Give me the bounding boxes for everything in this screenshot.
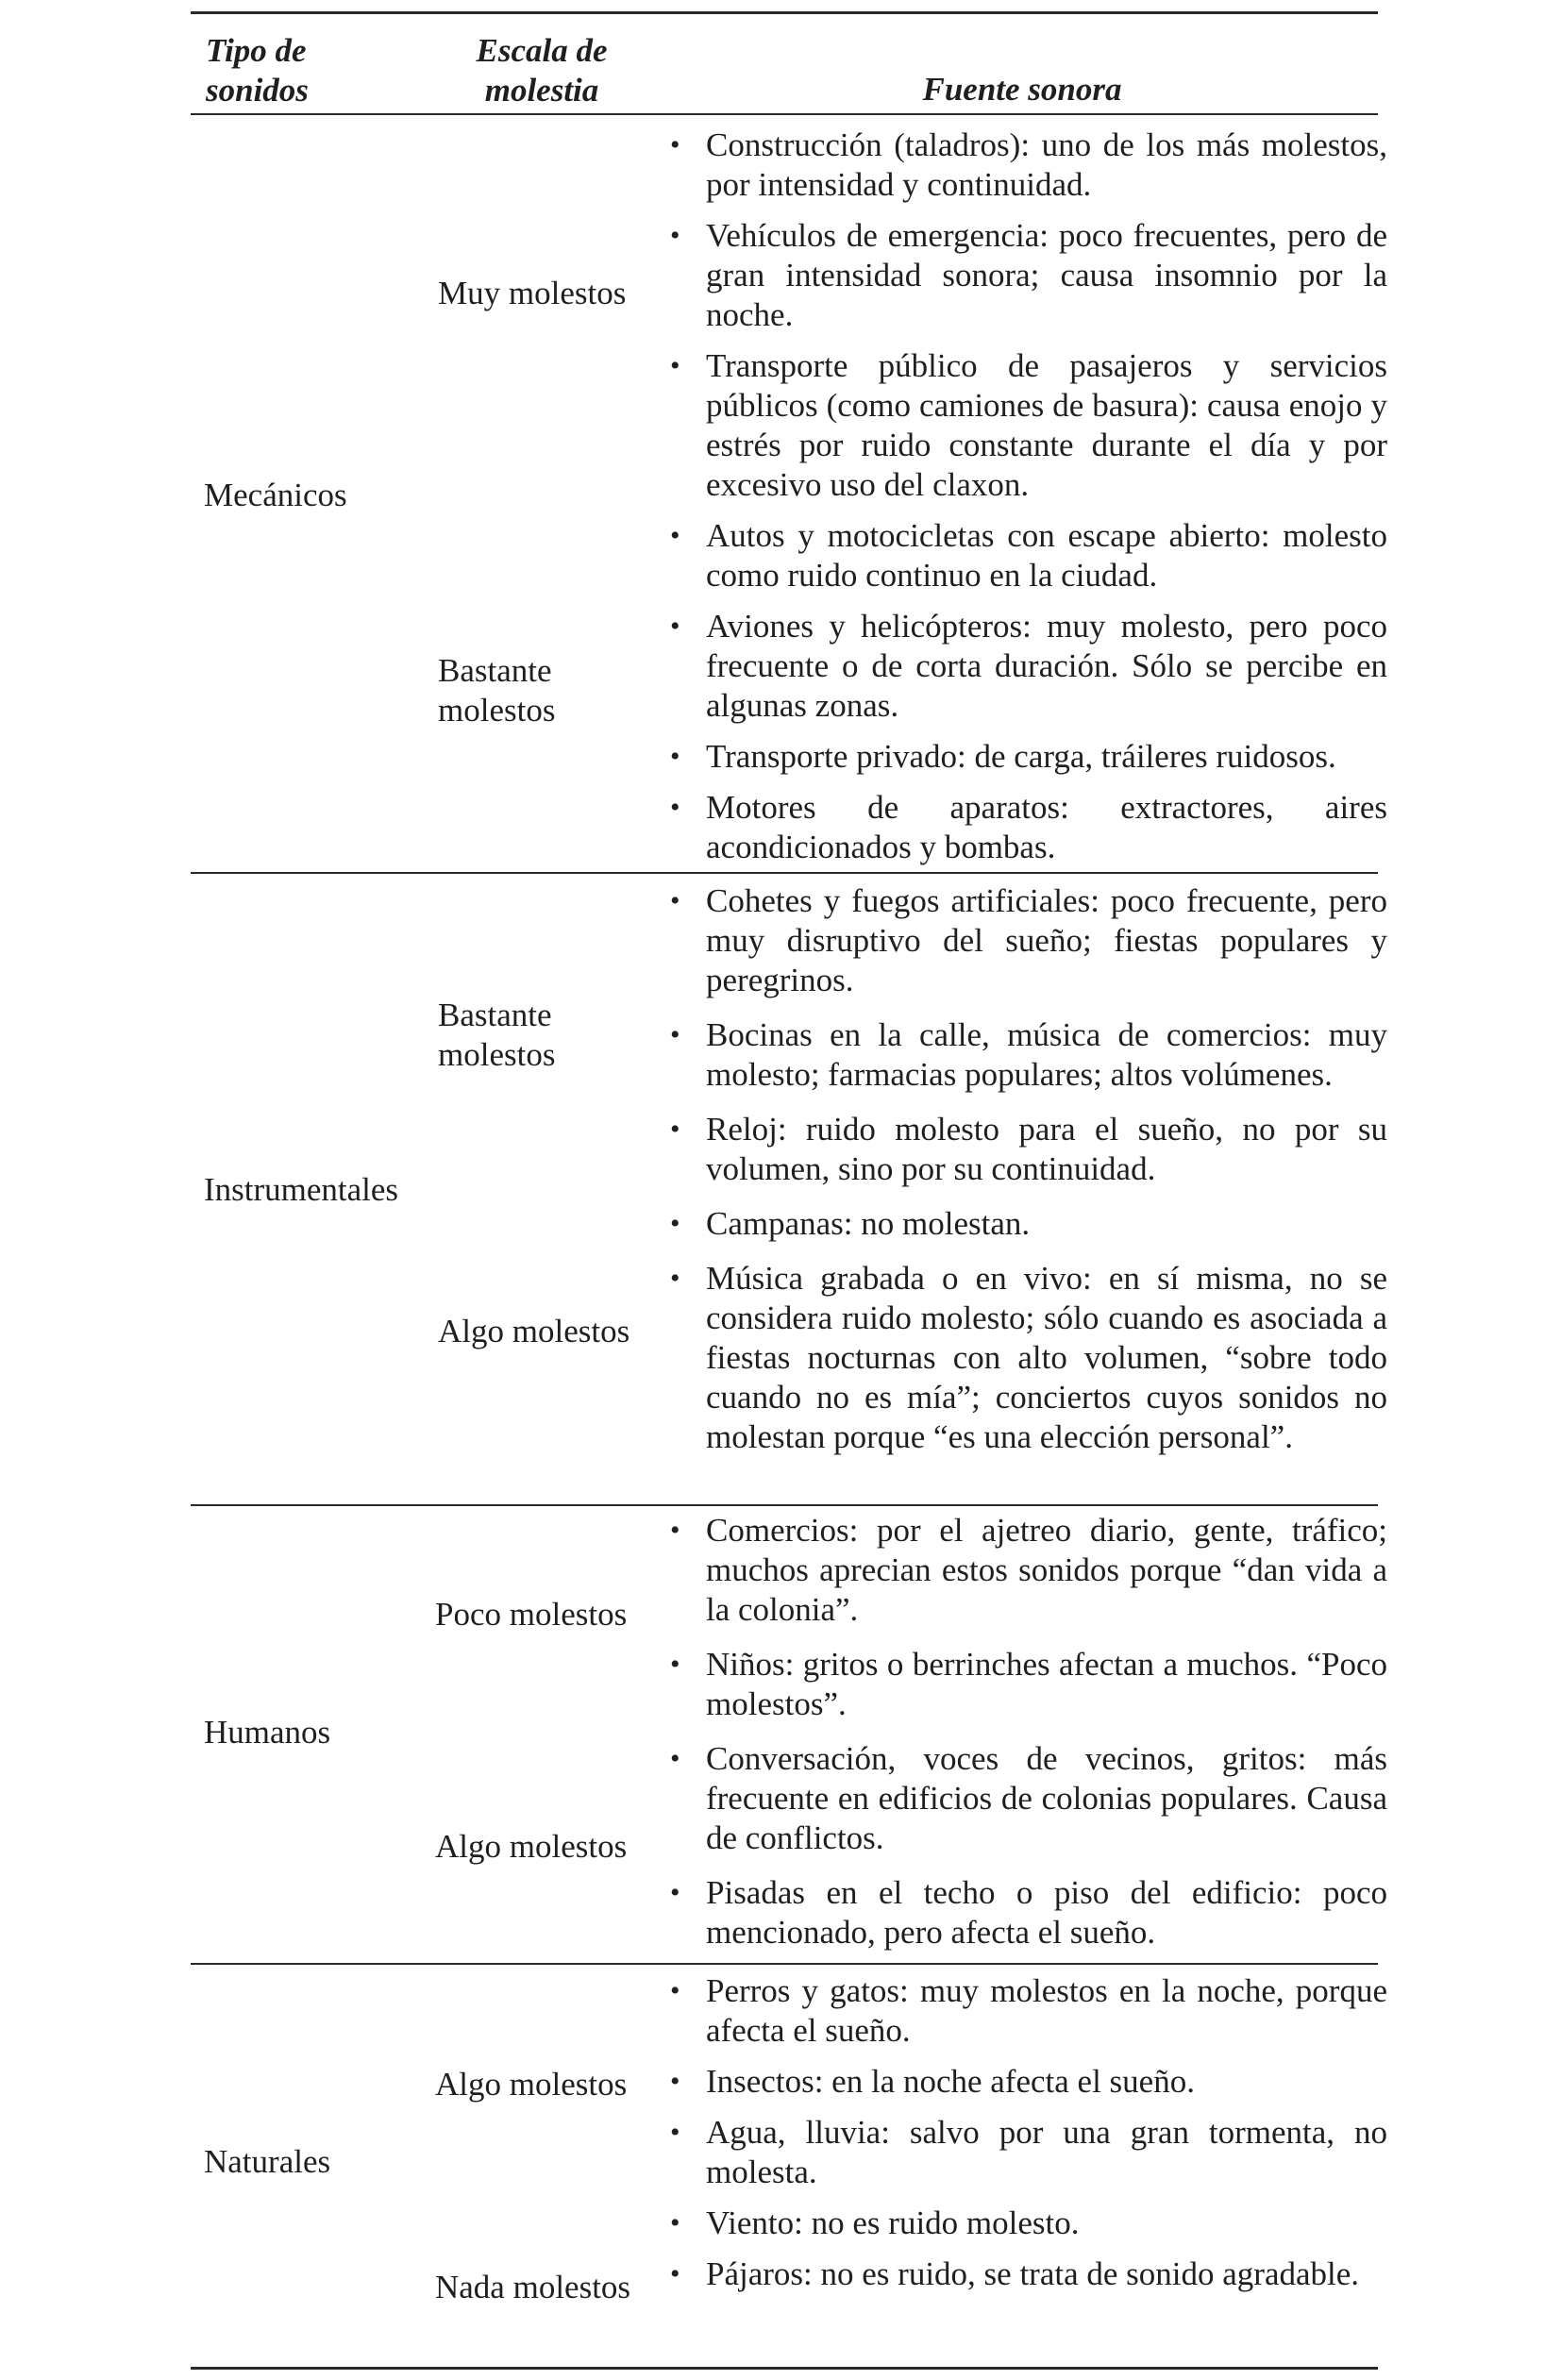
header-tipo: Tipo de sonidos xyxy=(206,32,309,109)
escala-poco-molestos: Poco molestos xyxy=(435,1596,628,1633)
header-rule xyxy=(191,113,1378,115)
list-item: • Pájaros: no es ruido, se trata de sonido agradable. xyxy=(661,2254,1387,2294)
list-item: • Insectos: en la noche afecta el sueño. xyxy=(661,2062,1387,2102)
list-item: • Construcción (taladros): uno de los más molestos, por intensidad y continuidad. xyxy=(661,126,1387,205)
list-item: • Campanas: no molestan. xyxy=(661,1204,1387,1244)
header-fuente: Fuente sonora xyxy=(922,71,1122,108)
list-item: • Agua, lluvia: salvo por una gran tormenta, no molesta. xyxy=(661,2113,1387,2192)
tipo-instrumentales: Instrumentales xyxy=(204,1171,399,1208)
top-rule xyxy=(191,11,1378,14)
list-item: • Cohetes y fuegos artificiales: poco frecuente, pero muy disruptivo del sueño; fiestas populares y peregrinos. xyxy=(661,881,1387,1000)
list-item: • Conversación, voces de vecinos, gritos: más frecuente en edificios de colonias populares. Causa de conflictos. xyxy=(661,1739,1387,1858)
escala-bastante-molestos: Bastante molestos xyxy=(438,997,556,1073)
tipo-naturales: Naturales xyxy=(204,2143,331,2180)
list-item: • Vehículos de emergencia: poco frecuentes, pero de gran intensidad sonora; causa insomnio por la noche. xyxy=(661,216,1387,335)
escala-nada-molestos: Nada molestos xyxy=(435,2269,631,2305)
escala-muy-molestos: Muy molestos xyxy=(438,275,627,311)
tipo-humanos: Humanos xyxy=(204,1714,331,1751)
fuente-list-naturales xyxy=(661,1971,1387,2305)
escala-algo-molestos: Algo molestos xyxy=(435,2066,628,2103)
fuente-list-humanos xyxy=(661,1511,1387,1968)
list-item: • Pisadas en el techo o piso del edificio: poco mencionado, pero afecta el sueño. xyxy=(661,1873,1387,1953)
list-item: • Viento: no es ruido molesto. xyxy=(661,2204,1387,2243)
escala-algo-molestos: Algo molestos xyxy=(435,1828,628,1865)
list-item: • Motores de aparatos: extractores, aires acondicionados y bombas. xyxy=(661,788,1387,867)
escala-algo-molestos: Algo molestos xyxy=(438,1313,630,1349)
list-item: • Autos y motocicletas con escape abierto: molesto como ruido continuo en la ciudad. xyxy=(661,516,1387,595)
list-item: • Perros y gatos: muy molestos en la noche, porque afecta el sueño. xyxy=(661,1971,1387,2051)
fuente-list-instrumentales xyxy=(661,881,1387,1472)
header-escala: Escala de molestia xyxy=(476,32,608,109)
list-item: • Música grabada o en vivo: en sí misma, no se considera ruido molesto; sólo cuando es asociada a fiestas nocturnas con alto volumen, “sobre todo cuando no es mía”; conciertos cuyos sonidos no molestan porque “es una elección personal”. xyxy=(661,1259,1387,1457)
escala-bastante-molestos: Bastante molestos xyxy=(438,652,556,729)
list-item: • Niños: gritos o berrinches afectan a muchos. “Poco molestos”. xyxy=(661,1645,1387,1724)
list-item: • Aviones y helicópteros: muy molesto, pero poco frecuente o de corta duración. Sólo se percibe en algunas zonas. xyxy=(661,607,1387,726)
list-item: • Bocinas en la calle, música de comercios: muy molesto; farmacias populares; altos volúmenes. xyxy=(661,1015,1387,1095)
list-item: • Comercios: por el ajetreo diario, gente, tráfico; muchos aprecian estos sonidos porque “dan vida a la colonia”. xyxy=(661,1511,1387,1630)
group-divider xyxy=(191,1504,1378,1506)
fuente-list-mecanicos xyxy=(661,126,1387,879)
bottom-rule xyxy=(191,2367,1378,2370)
list-item: • Reloj: ruido molesto para el sueño, no por su volumen, sino por su continuidad. xyxy=(661,1110,1387,1189)
list-item: • Transporte público de pasajeros y servicios públicos (como camiones de basura): causa enojo y estrés por ruido constante durante el día y por excesivo uso del claxon. xyxy=(661,346,1387,505)
list-item: • Transporte privado: de carga, tráileres ruidosos. xyxy=(661,737,1387,777)
tipo-mecanicos: Mecánicos xyxy=(204,477,347,513)
